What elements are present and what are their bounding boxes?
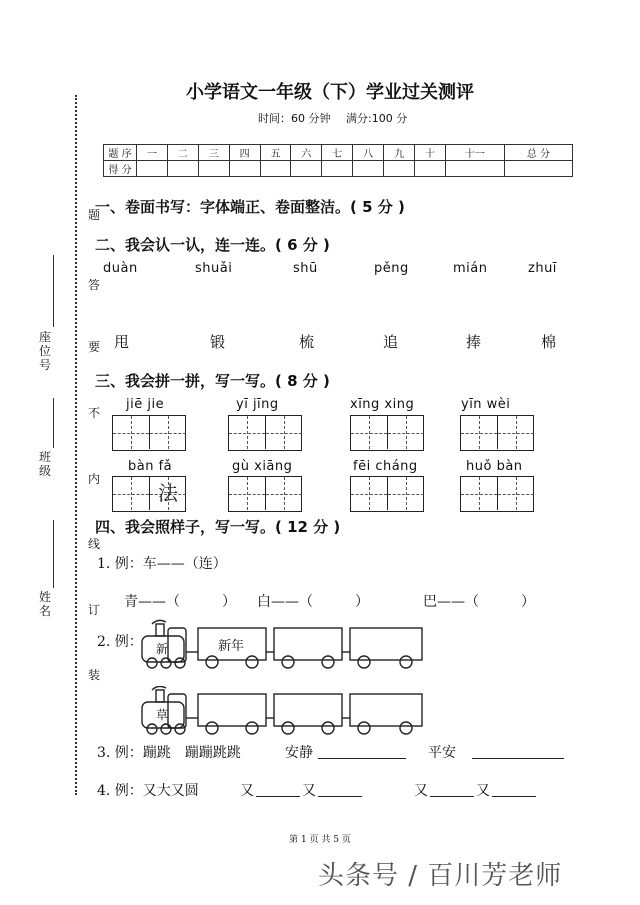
column-header: 八 — [353, 145, 384, 161]
q4-example: 4. 例：又大又圆 — [97, 783, 199, 799]
grid-cell[interactable] — [265, 477, 302, 510]
pinyin-item: zhuī — [528, 261, 557, 276]
seat-number-label: 座位号 — [38, 330, 51, 372]
q4-blank[interactable] — [318, 782, 362, 797]
binding-word: 线 — [87, 537, 100, 551]
train-illustration — [140, 618, 430, 670]
score-cell[interactable] — [353, 161, 384, 177]
full-score-label: 满分:100 分 — [346, 112, 408, 125]
q3-answer-line-b[interactable] — [472, 744, 564, 759]
binding-dotted-line — [75, 95, 77, 795]
writing-grid[interactable] — [350, 415, 424, 451]
writing-grid[interactable] — [228, 415, 302, 451]
score-table — [103, 144, 573, 177]
column-header: 总 分 — [504, 145, 572, 161]
grid-cell[interactable] — [351, 477, 387, 510]
binding-word: 装 — [87, 668, 100, 682]
train-engine-char: 草 — [156, 708, 169, 722]
binding-word: 答 — [87, 278, 100, 292]
section-2-title: 二、我会认一认，连一连。( 6 分 ) — [95, 236, 330, 254]
grid-cell[interactable] — [149, 416, 186, 449]
pinyin-label: huǒ bàn — [466, 459, 523, 474]
name-line[interactable] — [53, 520, 54, 588]
section-4-title: 四、我会照样子，写一写。( 12 分 ) — [95, 518, 341, 536]
score-cell[interactable] — [322, 161, 353, 177]
column-header: 十 — [415, 145, 446, 161]
class-label: 班级 — [38, 450, 51, 478]
q3-answer-line-a[interactable] — [318, 744, 406, 759]
column-header: 四 — [229, 145, 260, 161]
binding-word: 题 — [87, 208, 100, 222]
q1-item[interactable]: 青——（ ） — [124, 594, 236, 610]
score-cell[interactable] — [384, 161, 415, 177]
grid-cell[interactable] — [461, 416, 497, 449]
column-header: 七 — [322, 145, 353, 161]
grid-cell[interactable] — [149, 477, 186, 510]
writing-grid[interactable] — [460, 476, 534, 512]
column-header: 六 — [291, 145, 322, 161]
pinyin-item: duàn — [103, 261, 138, 276]
q4-blank[interactable] — [430, 782, 474, 797]
writing-grid[interactable] — [112, 476, 186, 512]
q4-char: 又 — [414, 783, 428, 799]
writing-grid[interactable] — [350, 476, 424, 512]
hanzi-item[interactable]: 甩 — [114, 333, 130, 351]
page-title: 小学语文一年级（下）学业过关测评 — [186, 82, 474, 103]
q3-word-a: 安静 — [285, 745, 313, 761]
binding-word: 不 — [87, 406, 100, 420]
column-header: 十一 — [445, 145, 504, 161]
grid-cell[interactable] — [351, 416, 387, 449]
q3-example: 3. 例：蹦跳 蹦蹦跳跳 — [97, 745, 241, 761]
binding-word: 要 — [87, 340, 100, 354]
score-cell[interactable] — [445, 161, 504, 177]
q3-word-b: 平安 — [428, 745, 456, 761]
writing-grid[interactable] — [228, 476, 302, 512]
pinyin-label: bàn fǎ — [128, 459, 173, 474]
grid-cell[interactable] — [229, 477, 265, 510]
q4-char: 又 — [240, 783, 254, 799]
score-cell[interactable] — [229, 161, 260, 177]
score-cell[interactable] — [198, 161, 229, 177]
score-cell[interactable] — [260, 161, 291, 177]
q1-item[interactable]: 白——（ ） — [257, 594, 369, 610]
score-table-score-row — [104, 161, 573, 177]
pinyin-label: jiē jie — [126, 397, 165, 412]
hanzi-item[interactable]: 锻 — [210, 333, 226, 351]
time-label: 时间：60 分钟 — [258, 112, 331, 125]
grid-cell[interactable] — [497, 477, 534, 510]
column-header: 九 — [384, 145, 415, 161]
name-label: 姓名 — [38, 590, 51, 618]
q4-char: 又 — [302, 783, 316, 799]
score-cell[interactable] — [504, 161, 572, 177]
q4-blank[interactable] — [256, 782, 300, 797]
q1-item[interactable]: 巴——（ ） — [423, 594, 535, 610]
grid-cell[interactable] — [497, 416, 534, 449]
writing-grid[interactable] — [112, 415, 186, 451]
row-label: 得 分 — [104, 161, 137, 177]
section-1-title: 一、卷面书写：字体端正、卷面整洁。( 5 分 ) — [95, 198, 405, 216]
score-cell[interactable] — [291, 161, 322, 177]
seat-number-line[interactable] — [53, 255, 54, 327]
grid-cell[interactable] — [113, 477, 149, 510]
pinyin-item: pěng — [374, 261, 409, 276]
column-header: 一 — [137, 145, 168, 161]
binding-word: 订 — [87, 603, 100, 617]
hanzi-item[interactable]: 捧 — [466, 333, 482, 351]
q4-char: 又 — [476, 783, 490, 799]
class-line[interactable] — [53, 398, 54, 448]
pinyin-label: fēi cháng — [353, 459, 418, 474]
score-cell[interactable] — [167, 161, 198, 177]
train-car-word: 新年 — [218, 639, 245, 654]
grid-cell[interactable] — [461, 477, 497, 510]
train-illustration — [140, 686, 430, 736]
hanzi-item[interactable]: 棉 — [541, 333, 557, 351]
row-label: 题 序 — [104, 145, 137, 161]
q2-label: 2. 例： — [97, 634, 143, 650]
pinyin-item: shuǎi — [195, 261, 233, 276]
writing-grid[interactable] — [460, 415, 534, 451]
column-header: 二 — [167, 145, 198, 161]
column-header: 五 — [260, 145, 291, 161]
grid-cell[interactable] — [387, 477, 424, 510]
watermark: 头条号 / 百川芳老师 — [318, 861, 563, 891]
pinyin-item: shū — [293, 261, 318, 276]
pinyin-label: yī jīng — [236, 397, 279, 412]
q1-example: 1. 例：车——（连） — [97, 556, 227, 572]
binding-word: 内 — [87, 472, 100, 486]
pinyin-item: mián — [453, 261, 488, 276]
pinyin-label: yīn wèi — [461, 397, 511, 412]
pinyin-label: gù xiāng — [232, 459, 293, 474]
hanzi-item[interactable]: 追 — [383, 333, 399, 351]
q4-blank[interactable] — [492, 782, 536, 797]
score-table-header-row — [104, 145, 573, 161]
page-number: 第 1 页 共 5 页 — [289, 835, 351, 845]
grid-cell[interactable] — [387, 416, 424, 449]
column-header: 三 — [198, 145, 229, 161]
grid-cell[interactable] — [113, 416, 149, 449]
hanzi-item[interactable]: 梳 — [299, 333, 315, 351]
score-cell[interactable] — [415, 161, 446, 177]
handwritten-answer: 法 — [158, 481, 178, 505]
score-cell[interactable] — [137, 161, 168, 177]
grid-cell[interactable] — [265, 416, 302, 449]
train-engine-char: 新 — [156, 642, 169, 656]
pinyin-label: xīng xing — [350, 397, 415, 412]
section-3-title: 三、我会拼一拼，写一写。( 8 分 ) — [95, 372, 330, 390]
grid-cell[interactable] — [229, 416, 265, 449]
